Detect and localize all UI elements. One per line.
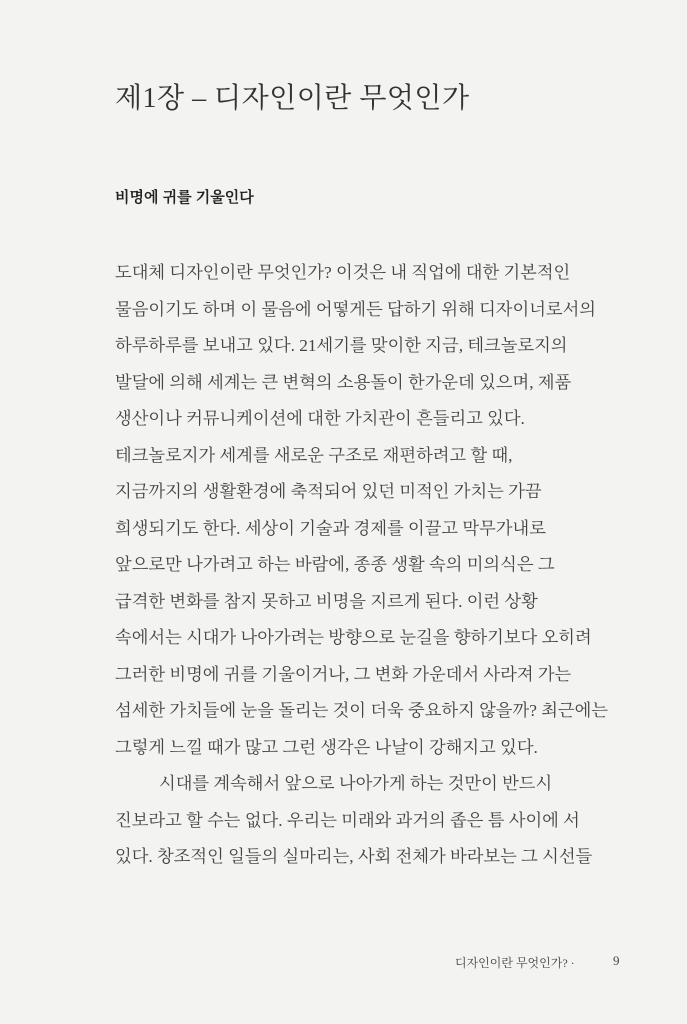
page-number: 9 [613, 953, 620, 968]
body-line: 그러한 비명에 귀를 기울이거나, 그 변화 가운데서 사라져 가는 [115, 664, 572, 684]
body-line: 물음이기도 하며 이 물음에 어떻게든 답하기 위해 디자이너로서의 [115, 299, 596, 319]
body-line: 생산이나 커뮤니케이션에 대한 가치관이 흔들리고 있다. [115, 409, 525, 428]
chapter-title: 제1장 – 디자인이란 무엇인가 [115, 83, 470, 114]
section-heading: 비명에 귀를 기울인다 [115, 189, 254, 206]
body-line: 있다. 창조적인 일들의 실마리는, 사회 전체가 바라보는 그 시선들 [115, 847, 593, 866]
body-line: 지금까지의 생활환경에 축적되어 있던 미적인 가치는 가끔 [115, 482, 542, 501]
body-line: 발달에 의해 세계는 큰 변혁의 소용돌이 한가운데 있으며, 제품 [115, 372, 572, 392]
body-line: 희생되기도 한다. 세상이 기술과 경제를 이끌고 막무가내로 [115, 518, 546, 538]
body-line: 급격한 변화를 참지 못하고 비명을 지르게 된다. 이런 상황 [115, 591, 538, 611]
body-line: 속에서는 시대가 나아가려는 방향으로 눈길을 향하기보다 오히려 [115, 628, 592, 647]
body-line: 도대체 디자인이란 무엇인가? 이것은 내 직업에 대한 기본적인 [115, 263, 571, 282]
body-line: 진보라고 할 수는 없다. 우리는 미래와 과거의 좁은 틈 사이에 서 [115, 810, 580, 830]
body-line: 섬세한 가치들에 눈을 돌리는 것이 더욱 중요하지 않을까? 최근에는 [115, 701, 608, 720]
running-footer-title: 디자인이란 무엇인가? · [455, 956, 575, 970]
body-line: 앞으로만 나가려고 하는 바람에, 종종 생활 속의 미의식은 그 [115, 555, 555, 574]
body-line: 시대를 계속해서 앞으로 나아가게 하는 것만이 반드시 [159, 774, 553, 793]
body-line: 그렇게 느낄 때가 많고 그런 생각은 나날이 강해지고 있다. [115, 737, 538, 757]
body-line: 하루하루를 보내고 있다. 21세기를 맞이한 지금, 테크놀로지의 [115, 336, 568, 355]
body-text [115, 259, 645, 880]
body-line: 테크놀로지가 세계를 새로운 구조로 재편하려고 할 때, [115, 445, 513, 465]
